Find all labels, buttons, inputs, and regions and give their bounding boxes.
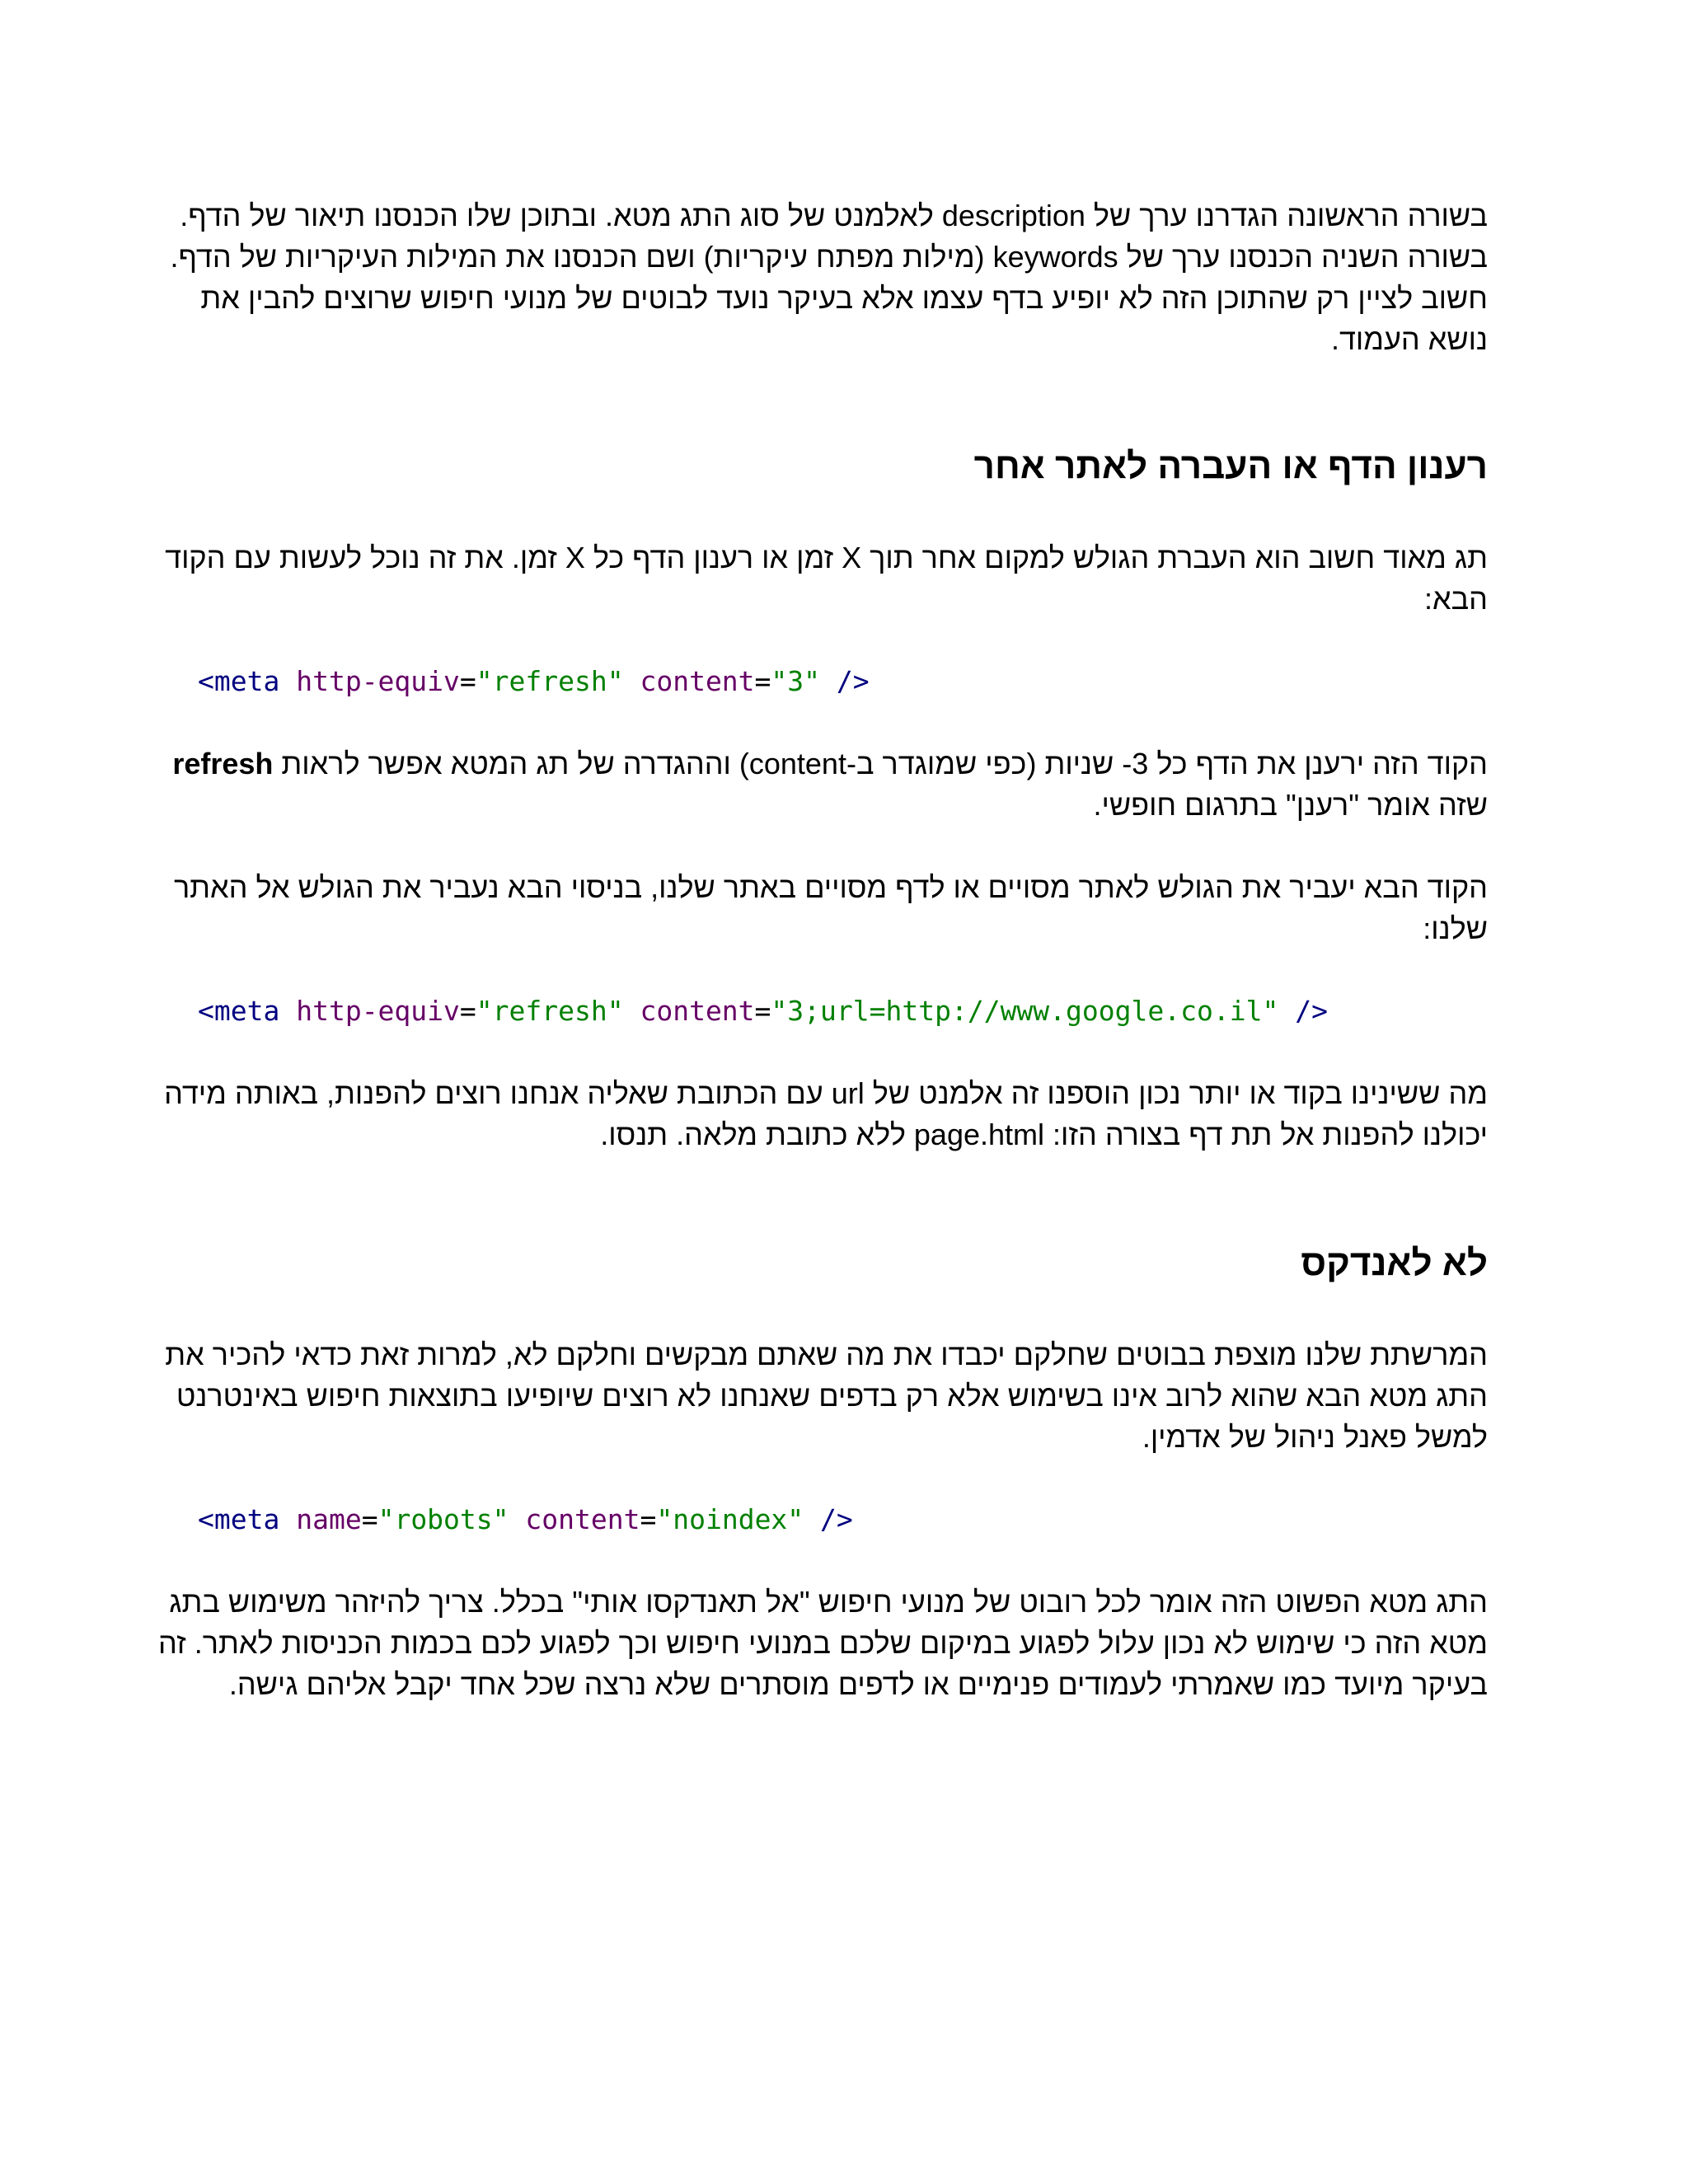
paragraph-refresh-explanation bbox=[172, 743, 1488, 826]
code-snippet-meta-refresh: <meta http-equiv="refresh" content="3" /> bbox=[198, 665, 870, 697]
code-value: "3" bbox=[771, 665, 821, 697]
paragraph-line: שזה אומר "רענן" בתרגום חופשי. bbox=[1093, 788, 1488, 822]
paragraph-line: התג מטא הבא שהוא לרוב אינו בשימוש אלא רק בדפים שאנחנו לא רוצים שיופיעו בתוצאות חיפוש באינטרנט bbox=[176, 1379, 1488, 1413]
code-snippet-meta-robots: <meta name="robots" content="noindex" /> bbox=[198, 1503, 853, 1535]
code-tag: <meta bbox=[198, 665, 280, 697]
code-value: "3;url=http://www.google.co.il" bbox=[771, 995, 1279, 1027]
paragraph-line: הבא: bbox=[1424, 582, 1488, 616]
paragraph-line: שלנו: bbox=[1423, 912, 1488, 945]
code-tag: <meta bbox=[198, 1503, 280, 1535]
code-tag: <meta bbox=[198, 995, 280, 1027]
paragraph-noindex-explanation bbox=[158, 1582, 1488, 1705]
paragraph-meta-description-explanation bbox=[170, 195, 1488, 360]
code-tag-close: /> bbox=[836, 665, 870, 697]
paragraph-line: בשורה השניה הכנסנו ערך של keywords (מילות מפתח עיקריות) ושם הכנסנו את המילות העיקריות של הדף. bbox=[170, 240, 1488, 274]
code-attribute: http-equiv bbox=[296, 995, 460, 1027]
bold-term-refresh: refresh bbox=[172, 747, 274, 780]
paragraph-line: יכולנו להפנות אל תת דף בצורה הזו: page.html ללא כתובת מלאה. תנסו. bbox=[600, 1118, 1488, 1151]
code-tag-close: /> bbox=[820, 1503, 853, 1535]
paragraph-noindex-intro bbox=[165, 1334, 1488, 1458]
code-attribute: content bbox=[525, 1503, 640, 1535]
paragraph-line: נושא העמוד. bbox=[1330, 322, 1488, 356]
code-value: "refresh" bbox=[476, 995, 624, 1027]
code-value: "refresh" bbox=[476, 665, 624, 697]
section-heading-noindex: לא לאנדקס bbox=[1301, 1243, 1488, 1283]
code-attribute: name bbox=[296, 1503, 362, 1535]
paragraph-line: מטא הזה כי שימוש לא נכון עלול לפגוע במיקום שלכם במנועי חיפוש וכך לפגוע לכם בכמות הכניסות לאתר. זה bbox=[158, 1626, 1488, 1660]
code-value: "robots" bbox=[377, 1503, 509, 1535]
paragraph-redirect-intro bbox=[173, 867, 1488, 949]
paragraph-line: התג מטא הפשוט הזה אומר לכל רובוט של מנועי חיפוש "אל תאנדקסו אותי" בכלל. צריך להיזהר משימוש בתג bbox=[169, 1585, 1488, 1619]
paragraph-line: המרשתת שלנו מוצפת בבוטים שחלקם יכבדו את מה שאתם מבקשים וחלקם לא, למרות זאת כדאי להכיר את bbox=[165, 1338, 1488, 1371]
code-snippet-meta-redirect: <meta http-equiv="refresh" content="3;url=http://www.google.co.il" /> bbox=[198, 995, 1328, 1027]
paragraph-line bbox=[172, 743, 1488, 785]
code-attribute: http-equiv bbox=[296, 665, 460, 697]
paragraph-line: בשורה הראשונה הגדרנו ערך של description לאלמנט של סוג התג מטא. ובתוכן שלו הכנסנו תיאור של הדף. bbox=[180, 199, 1488, 232]
paragraph-redirect-explanation bbox=[164, 1073, 1488, 1155]
paragraph-line: בעיקר מיועד כמו שאמרתי לעמודים פנימיים או לדפים מוסתרים שלא נרצה שכל אחד יקבל אליהם גישה. bbox=[228, 1667, 1488, 1701]
code-value: "noindex" bbox=[656, 1503, 804, 1535]
paragraph-line: הקוד הבא יעביר את הגולש לאתר מסויים או לדף מסויים באתר שלנו, בניסוי הבא נעביר את הגולש אל האתר bbox=[173, 870, 1488, 904]
paragraph-text: הקוד הזה ירענן את הדף כל 3- שניות (כפי שמוגדר ב-content) וההגדרה של תג המטא אפשר לראות bbox=[273, 747, 1488, 780]
code-attribute: content bbox=[640, 995, 755, 1027]
paragraph-line: למשל פאנל ניהול של אדמין. bbox=[1142, 1420, 1488, 1454]
code-tag-close: /> bbox=[1295, 995, 1328, 1027]
paragraph-refresh-intro bbox=[165, 537, 1488, 620]
paragraph-line: מה ששינינו בקוד או יותר נכון הוספנו זה אלמנט של url עם הכתובת שאליה אנחנו רוצים להפנות, באותה מידה bbox=[164, 1076, 1488, 1110]
section-heading-refresh-redirect: רענון הדף או העברה לאתר אחר bbox=[973, 446, 1488, 486]
paragraph-line: תג מאוד חשוב הוא העברת הגולש למקום אחר תוך X זמן או רענון הדף כל X זמן. את זה נוכל לעשות עם הקוד bbox=[165, 541, 1488, 574]
code-attribute: content bbox=[640, 665, 755, 697]
paragraph-line: חשוב לציין רק שהתוכן הזה לא יופיע בדף עצמו אלא בעיקר נועד לבוטים של מנועי חיפוש שרוצים להבין את bbox=[200, 281, 1488, 315]
